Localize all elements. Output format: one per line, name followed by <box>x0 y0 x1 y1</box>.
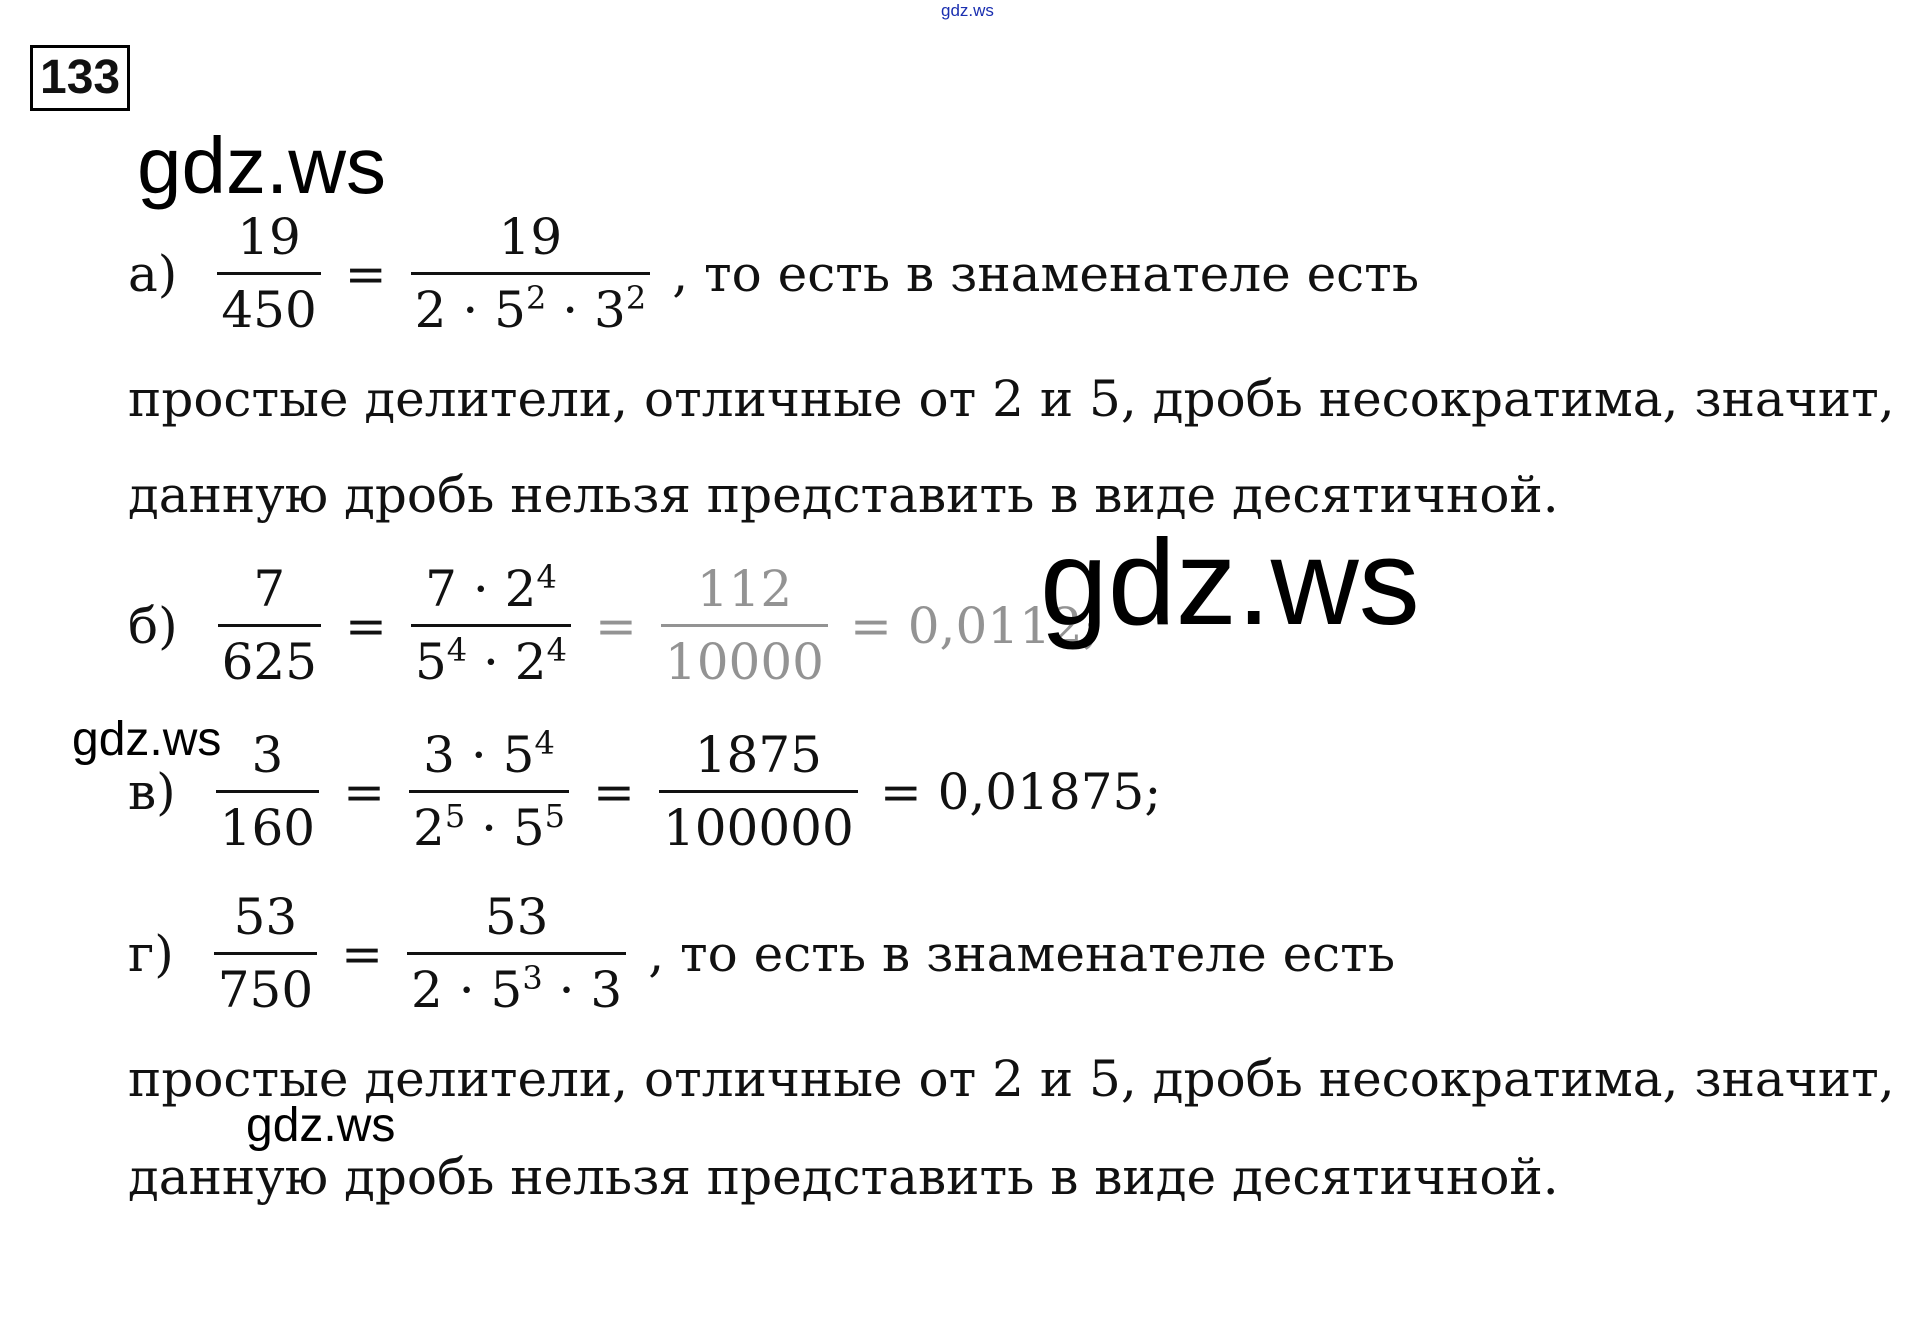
part-a-equation <box>128 210 1419 337</box>
den-part: · 3 <box>542 961 623 1019</box>
fraction <box>216 728 319 855</box>
denominator <box>409 790 569 855</box>
den-part: · 5 <box>465 799 545 857</box>
part-b-result: = 0,0112; <box>849 596 1100 655</box>
numerator: 1875 <box>694 726 822 784</box>
part-a-text: , то есть в знаменателе есть <box>672 244 1420 303</box>
fraction <box>407 890 626 1017</box>
fraction <box>214 890 317 1017</box>
exponent: 4 <box>536 558 557 596</box>
part-b-equation <box>128 558 1100 691</box>
watermark-large-2: gdz.ws <box>1040 514 1420 650</box>
numerator: 3 <box>251 726 284 784</box>
denominator <box>411 272 651 337</box>
watermark-small-2: gdz.ws <box>246 1099 396 1152</box>
denominator <box>407 952 626 1017</box>
fraction <box>659 728 858 855</box>
numerator: 19 <box>237 208 301 266</box>
denominator: 450 <box>217 272 320 337</box>
den-part: 2 · 5 <box>414 281 526 339</box>
num-part: 3 · 5 <box>423 726 535 784</box>
exponent: 5 <box>544 797 566 835</box>
part-g-text: , то есть в знаменателе есть <box>648 924 1396 983</box>
numerator <box>419 724 559 790</box>
denominator: 750 <box>214 952 317 1017</box>
numerator: 53 <box>484 888 549 946</box>
part-v-result: = 0,01875; <box>879 762 1162 821</box>
den-part: 2 · 5 <box>411 961 523 1019</box>
numerator: 53 <box>233 888 298 946</box>
equals-sign: = <box>344 244 387 303</box>
exponent: 5 <box>444 797 466 835</box>
denominator: 625 <box>218 624 321 689</box>
equals-sign: = <box>341 924 384 983</box>
part-g-line2: простые делители, отличные от 2 и 5, дробь несократима, значит, <box>128 1050 1895 1108</box>
num-part: 7 · 2 <box>425 560 537 618</box>
fraction <box>218 562 321 689</box>
den-part: · 2 <box>467 633 547 691</box>
exponent: 4 <box>446 631 468 669</box>
exponent: 2 <box>525 279 547 317</box>
watermark-top: gdz.ws <box>941 1 994 20</box>
exponent: 4 <box>534 724 555 762</box>
den-part: 5 <box>414 633 447 691</box>
part-a-letter: а) <box>128 244 178 303</box>
watermark-small-1: gdz.ws <box>72 713 222 766</box>
numerator: 7 <box>253 560 286 618</box>
den-part: 2 <box>413 799 445 857</box>
equals-sign: = <box>343 762 385 821</box>
fraction <box>409 724 569 857</box>
denominator: 100000 <box>659 790 858 855</box>
denominator: 10000 <box>661 624 828 689</box>
part-b-letter: б) <box>128 596 178 655</box>
equals-sign: = <box>345 596 387 655</box>
equals-sign: = <box>593 762 635 821</box>
denominator: 160 <box>216 790 319 855</box>
part-a-line2: простые делители, отличные от 2 и 5, дробь несократима, значит, <box>128 370 1895 428</box>
numerator: 112 <box>696 560 793 618</box>
exponent: 4 <box>546 631 567 669</box>
den-part: · 3 <box>546 281 626 339</box>
part-g-letter: г) <box>128 924 174 983</box>
part-a-line3: данную дробь нельзя представить в виде десятичной. <box>128 466 1559 524</box>
denominator <box>411 624 571 689</box>
exponent: 2 <box>625 279 647 317</box>
fraction <box>217 210 320 337</box>
part-v-letter: в) <box>128 762 176 821</box>
equals-sign: = <box>594 596 637 655</box>
exponent: 3 <box>522 959 543 997</box>
watermark-large-1: gdz.ws <box>137 121 386 210</box>
part-g-line3: данную дробь нельзя представить в виде десятичной. <box>128 1148 1559 1206</box>
part-g-equation <box>128 890 1395 1017</box>
fraction <box>411 558 571 691</box>
fraction <box>661 562 828 689</box>
numerator <box>421 558 561 624</box>
task-number: 133 <box>30 45 130 111</box>
numerator: 19 <box>498 208 563 266</box>
fraction <box>411 210 651 337</box>
part-v-equation <box>128 724 1162 857</box>
